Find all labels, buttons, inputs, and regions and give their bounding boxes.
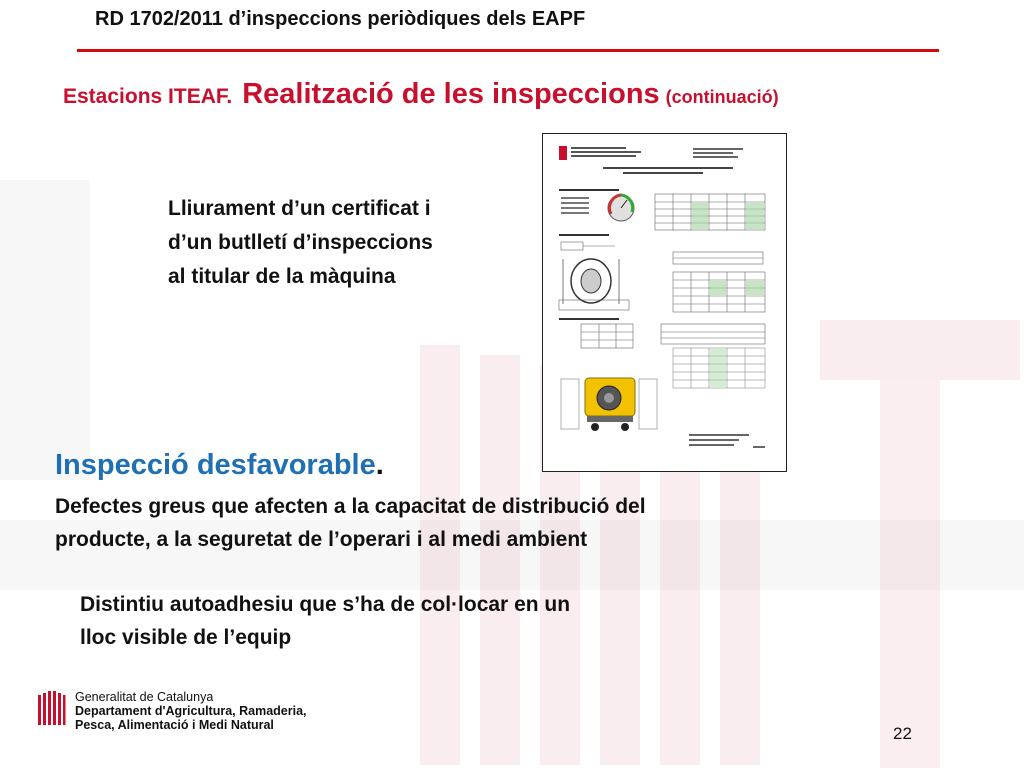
generalitat-logo <box>36 687 356 733</box>
logo-line-2: Departament d'Agricultura, Ramaderia, <box>75 704 307 718</box>
slide-subtitle <box>63 78 779 111</box>
header-divider <box>77 49 939 52</box>
desfavorable-title-text: Inspecció desfavorable <box>55 449 376 481</box>
logo-line-3: Pesca, Alimentació i Medi Natural <box>75 718 274 732</box>
subtitle-part-3: (continuació) <box>665 87 779 107</box>
subtitle-part-1: Estacions ITEAF. <box>63 85 233 108</box>
subtitle-part-2: Realització de les inspeccions <box>242 78 660 110</box>
distintiu-line-2: lloc visible de l’equip <box>80 626 292 649</box>
desfavorable-line-2: producte, a la seguretat de l’operari i al medi ambient <box>55 528 588 551</box>
lliurament-line-1: Lliurament d’un certificat i <box>168 197 431 220</box>
logo-line-1: Generalitat de Catalunya <box>75 690 214 704</box>
distintiu-line-1: Distintiu autoadhesiu que s’ha de col·locar en un <box>80 593 571 616</box>
header-title: RD 1702/2011 d’inspeccions periòdiques dels EAPF <box>95 8 586 30</box>
lliurament-line-3: al titular de la màquina <box>168 265 396 288</box>
page-number: 22 <box>893 724 912 743</box>
inspection-report-image <box>542 133 787 472</box>
generalitat-emblem-icon <box>36 689 66 727</box>
logo-text <box>75 690 307 732</box>
distintiu-text <box>80 588 880 654</box>
lliurament-line-2: d’un butlletí d’inspeccions <box>168 231 433 254</box>
inspection-report-illustration <box>543 134 786 471</box>
desfavorable-title-dot: . <box>375 449 384 481</box>
lliurament-text <box>168 192 533 294</box>
inspeccio-desfavorable-title <box>55 449 384 482</box>
desfavorable-line-1: Defectes greus que afecten a la capacitat de distribució del <box>55 495 646 518</box>
desfavorable-description <box>55 490 985 556</box>
